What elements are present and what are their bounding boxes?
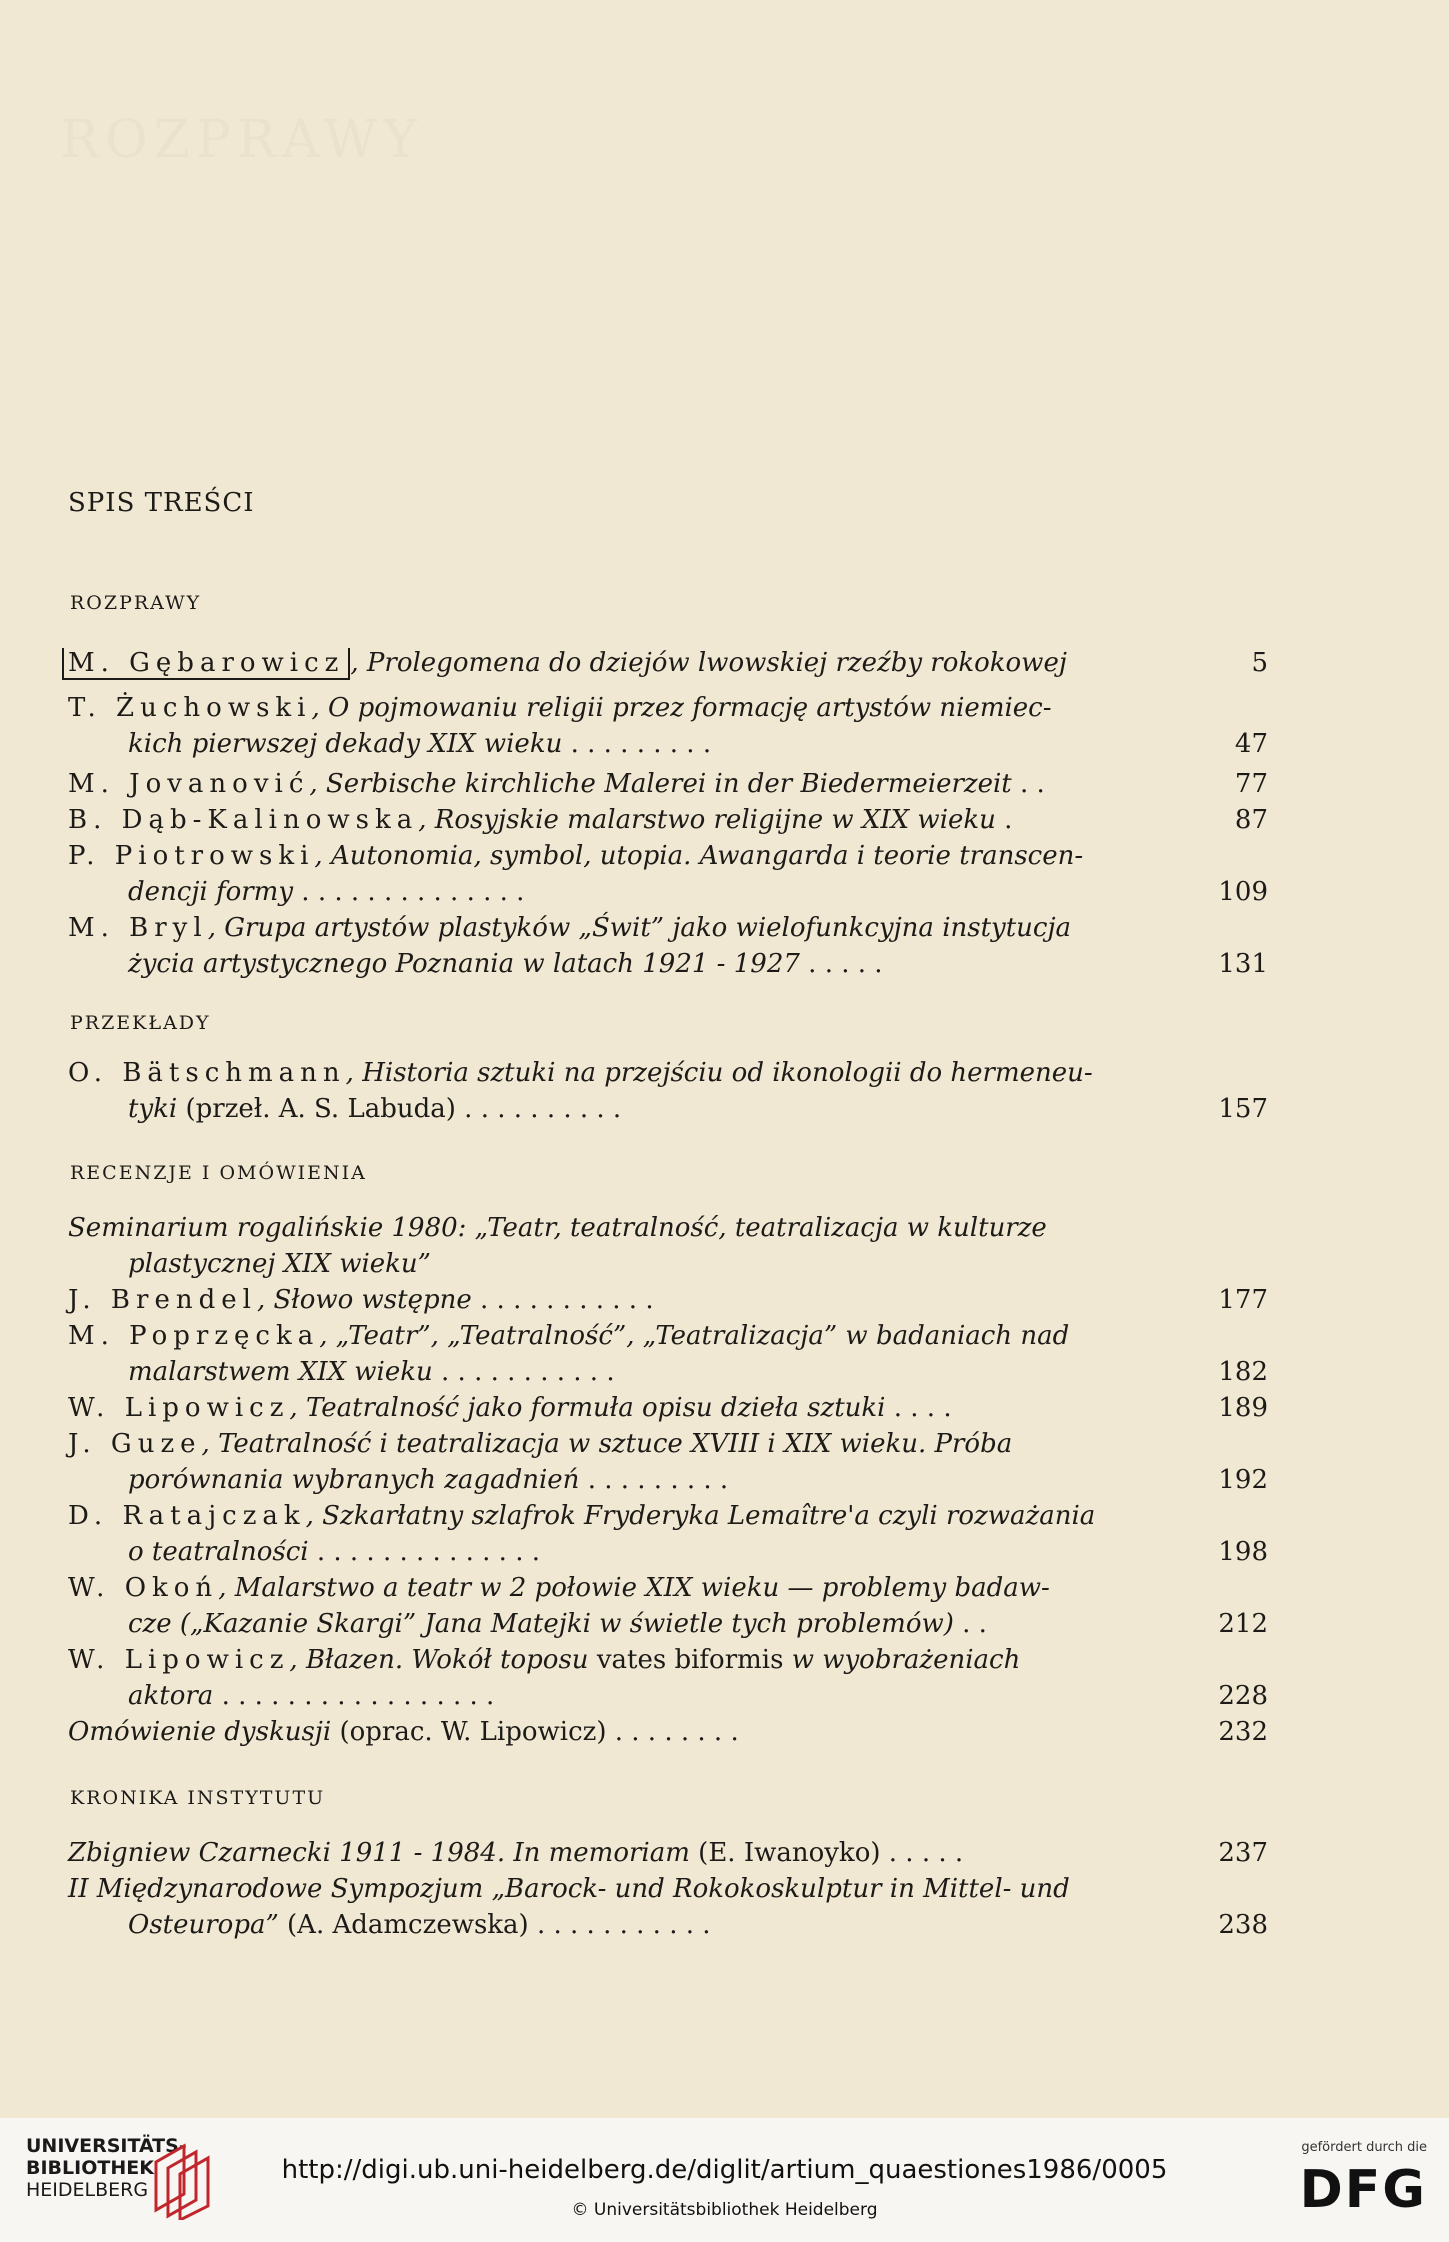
leader-dots: . . . . . . . . . . . . . . [301, 877, 525, 907]
entry-title: , Malarstwo a teatr w 2 połowie XIX wieku — problemy badaw- [218, 1573, 1050, 1603]
entry-author: B. Dąb-Kalinowska [68, 805, 419, 835]
entry-author: P. Piotrowski [68, 841, 315, 871]
page-number: 109 [1218, 877, 1268, 907]
toc-entry [68, 910, 1268, 982]
page-number: 238 [1218, 1910, 1268, 1940]
toc-entry [68, 1390, 1268, 1426]
entry-author: M. Jovanović [68, 769, 310, 799]
source-url-link[interactable]: http://digi.ub.uni-heidelberg.de/diglit/artium_quaestiones1986/0005 [281, 2155, 1168, 2185]
entry-author: J. Guze [68, 1429, 202, 1459]
entry-title-tail: w wyobrażeniach [791, 1645, 1021, 1675]
leader-dots: . . . . . . . . . . [464, 1094, 622, 1124]
entry-title: , Rosyjskie malarstwo religijne w XIX wieku [418, 805, 996, 835]
author-note: (A. Adamczewska) [278, 1910, 529, 1940]
leader-dots: . . . . [893, 1393, 952, 1423]
leader-dots: . . . . . . . . . . . [480, 1285, 654, 1315]
dfg-logo[interactable]: DFG [1299, 2160, 1427, 2220]
entry-author: M. Gębarowicz [62, 648, 350, 680]
entry-author: W. Lipowicz [68, 1393, 290, 1423]
leader-dots: . [1004, 805, 1013, 835]
section-heading-recenzje: RECENZJE I OMÓWIENIA [70, 1162, 367, 1184]
toc-entry [68, 766, 1268, 802]
entry-author: M. Bryl [68, 913, 208, 943]
entry-title: , Historia sztuki na przejściu od ikonologii do hermeneu- [345, 1058, 1093, 1088]
entry-title: , Teatralność jako formuła opisu dzieła sztuki [289, 1393, 886, 1423]
leader-dots: . . . . . . . . . [587, 1465, 729, 1495]
page-number: 87 [1234, 805, 1268, 835]
toc-entry [68, 838, 1268, 910]
page-title: SPIS TREŚCI [68, 488, 255, 518]
toc-entry [68, 1570, 1268, 1642]
toc-entry [68, 690, 1268, 762]
leader-dots: . . [1020, 769, 1045, 799]
entry-title-roman: vates biformis [588, 1645, 792, 1675]
author-note: (E. Iwanoyko) [689, 1838, 881, 1868]
entry-title: , Słowo wstępne [256, 1285, 472, 1315]
leader-dots: . . . . . . . . . . . [441, 1357, 615, 1387]
entry-title: Omówienie dyskusji [68, 1717, 332, 1747]
page-number: 237 [1218, 1838, 1268, 1868]
entry-title-cont: cze („Kazanie Skargi” Jana Matejki w świetle tych problemów) [128, 1609, 954, 1639]
leader-dots: . . . . . . . . [614, 1717, 739, 1747]
logo-line: BIBLIOTHEK [26, 2157, 154, 2179]
toc-entry [68, 1835, 1268, 1871]
entry-title-cont: życia artystycznego Poznania w latach 1921 - 1927 [128, 949, 800, 979]
entry-title: , Teatralność i teatralizacja w sztuce XVIII i XIX wieku. Próba [201, 1429, 1013, 1459]
entry-title: , Serbische kirchliche Malerei in der Biedermeierzeit [309, 769, 1012, 799]
entry-author: M. Poprzęcka [68, 1321, 320, 1351]
toc-entry [68, 1055, 1268, 1127]
toc-entry [68, 1642, 1268, 1714]
page-number: 5 [1251, 648, 1268, 678]
leader-dots: . . . . . . . . . [570, 729, 712, 759]
page-number: 228 [1218, 1681, 1268, 1711]
leader-dots: . . [962, 1609, 987, 1639]
toc-entry [68, 802, 1268, 838]
page-number: 192 [1218, 1465, 1268, 1495]
editor-note: (oprac. W. Lipowicz) [331, 1717, 607, 1747]
page-number: 131 [1218, 949, 1268, 979]
entry-author: W. Okoń [68, 1573, 219, 1603]
page-number: 198 [1218, 1537, 1268, 1567]
toc-entry [68, 645, 1268, 681]
page-number: 189 [1218, 1393, 1268, 1423]
entry-title-cont: dencji formy [128, 877, 294, 907]
toc-entry [68, 1210, 1268, 1282]
page-number: 232 [1218, 1717, 1268, 1747]
section-heading-przeklady: PRZEKŁADY [70, 1012, 211, 1034]
translator-note: (przeł. A. S. Labuda) [177, 1094, 456, 1124]
logo-line: HEIDELBERG [26, 2179, 149, 2201]
entry-title: , Prolegomena do dziejów lwowskiej rzeźby rokokowej [350, 648, 1067, 678]
page-number: 47 [1234, 729, 1268, 759]
entry-title: Seminarium rogalińskie 1980: „Teatr, teatralność, teatralizacja w kulturze [68, 1213, 1047, 1243]
entry-title: , Szkarłatny szlafrok Fryderyka Lemaître'a czyli rozważania [305, 1501, 1096, 1531]
entry-title: II Międzynarodowe Sympozjum „Barock- und Rokokoskulptur in Mittel- und [68, 1874, 1070, 1904]
entry-title-cont: Osteuropa” [128, 1910, 279, 1940]
section-heading-rozprawy: ROZPRAWY [70, 592, 202, 614]
entry-title-cont: o teatralności [128, 1537, 309, 1567]
entry-author: O. Bätschmann [68, 1058, 346, 1088]
entry-title-cont: kich pierwszej dekady XIX wieku [128, 729, 563, 759]
leader-dots: . . . . . . . . . . . . . . [316, 1537, 540, 1567]
entry-author: J. Brendel [68, 1285, 257, 1315]
entry-title-cont: tyki [128, 1094, 178, 1124]
toc-entry [68, 1871, 1268, 1943]
entry-author: W. Lipowicz [68, 1645, 290, 1675]
page-number: 212 [1218, 1609, 1268, 1639]
toc-entry [68, 1426, 1268, 1498]
leader-dots: . . . . . . . . . . . . . . . . . [221, 1681, 495, 1711]
copyright-notice: © Universitätsbibliothek Heidelberg [571, 2200, 878, 2220]
entry-title-cont: aktora [128, 1681, 214, 1711]
leader-dots: . . . . . [808, 949, 883, 979]
toc-entry [68, 1498, 1268, 1570]
page-number: 157 [1218, 1094, 1268, 1124]
section-heading-kronika: KRONIKA INSTYTUTU [70, 1787, 326, 1809]
entry-author: T. Żuchowski [68, 693, 312, 723]
bleed-through-text: ROZPRAWY [60, 110, 424, 170]
page-number: 77 [1234, 769, 1268, 799]
page-number: 182 [1218, 1357, 1268, 1387]
funding-label: gefördert durch die [1301, 2140, 1427, 2155]
entry-title: , O pojmowaniu religii przez formację artystów niemiec- [311, 693, 1052, 723]
entry-title: , Grupa artystów plastyków „Świt” jako wielofunkcyjna instytucja [207, 913, 1072, 943]
entry-title: , Błazen. Wokół toposu [289, 1645, 589, 1675]
entry-title: , Autonomia, symbol, utopia. Awangarda i teorie transcen- [314, 841, 1084, 871]
logo-line: UNIVERSITÄTS- [26, 2135, 187, 2157]
leader-dots: . . . . . . . . . . . [536, 1910, 711, 1940]
entry-author: D. Ratajczak [68, 1501, 306, 1531]
entry-title: Zbigniew Czarnecki 1911 - 1984. In memoriam [68, 1838, 690, 1868]
entry-title: , „Teatr”, „Teatralność”, „Teatralizacja” w badaniach nad [319, 1321, 1070, 1351]
toc-entry [68, 1318, 1268, 1390]
entry-title-cont: porównania wybranych zagadnień [128, 1465, 580, 1495]
entry-title-cont: plastycznej XIX wieku” [128, 1249, 431, 1279]
toc-entry [68, 1282, 1268, 1318]
entry-title-cont: malarstwem XIX wieku [128, 1357, 433, 1387]
page-number: 177 [1218, 1285, 1268, 1315]
leader-dots: . . . . . [888, 1838, 964, 1868]
toc-entry [68, 1714, 1268, 1750]
